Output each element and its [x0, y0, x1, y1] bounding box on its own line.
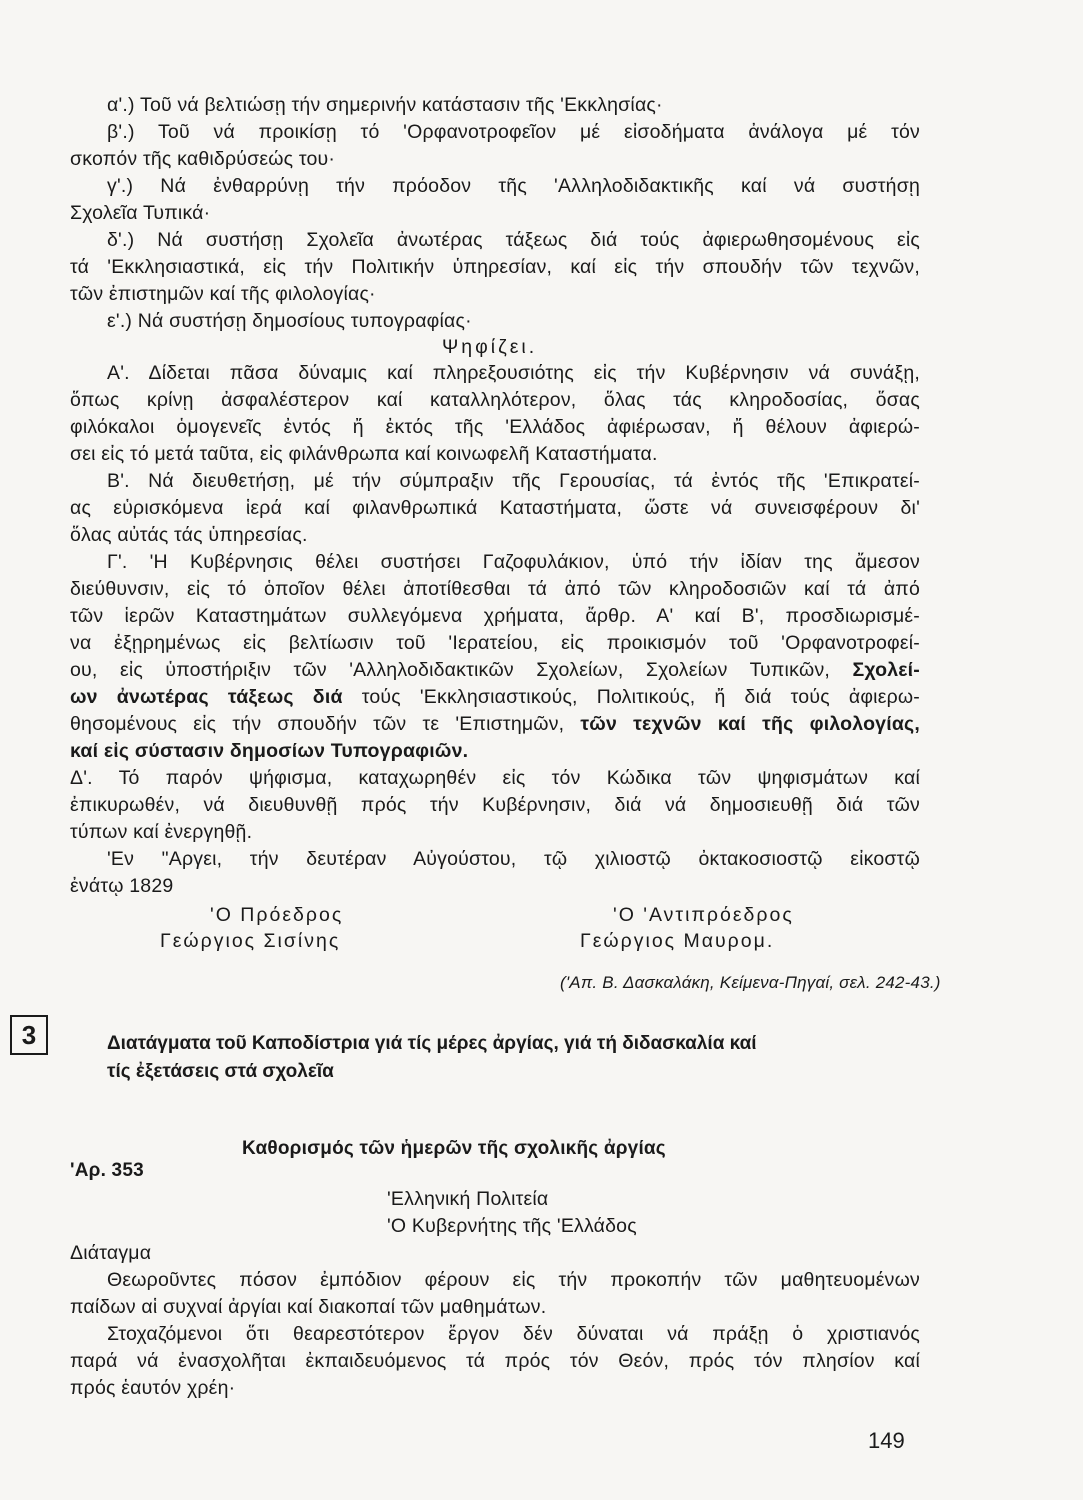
item-alpha: α'.) Τοῦ νά βελτιώσῃ τήν σημερινήν κατάστασιν τῆς 'Εκκλησίας·	[107, 94, 663, 116]
dateline-line-2: ἐνάτῳ 1829	[70, 875, 174, 897]
article-c-line-5	[70, 657, 920, 683]
item-epsilon: ε'.) Νά συστήσῃ δημοσίους τυπογραφίας·	[107, 310, 472, 332]
article-c-line-7	[70, 711, 920, 737]
item-delta-cont-1: τά 'Εκκλησιαστικά, εἰς τήν Πολιτικήν ὑπηρεσίαν, καί εἰς τήν σπουδήν τῶν τεχνῶν,	[70, 256, 920, 278]
article-c-line-7-text: θησομένους εἰς τήν σπουδήν τῶν τε 'Επιστημῶν,	[70, 713, 581, 735]
article-b-line-2: ας εὑρισκόμενα ἱερά καί φιλανθρωπικά Καταστήματα, ὥστε νά συνεισφέρουν δι'	[70, 497, 920, 519]
article-b-line-3: ὅλας αὐτάς τάς ὑπηρεσίας.	[70, 524, 308, 546]
closing-line-5: πρός ἑαυτόν χρέη·	[70, 1377, 236, 1399]
article-c-line-6	[70, 684, 920, 710]
page-number: 149	[868, 1428, 905, 1453]
article-b-line-1: Β'. Νά διευθετήσῃ, μέ τήν σύμπραξιν τῆς Γερουσίας, τά ἐντός τῆς 'Επικρατεί-	[107, 470, 920, 492]
article-c-line-7-bold: τῶν τεχνῶν καί τῆς φιλολογίας,	[580, 713, 920, 735]
item-beta: β'.) Τοῦ νά προικίσῃ τό 'Ορφανοτροφεῖον μέ εἰσοδήματα ἀνάλογα μέ τόν	[107, 121, 920, 143]
psifizei-heading: Ψηφίζει.	[442, 336, 538, 358]
article-c-line-3: τῶν ἱερῶν Καταστημάτων συλλεγόμενα χρήματα, ἄρθρ. Α' καί Β', προσδιωρισμέ-	[70, 605, 920, 627]
article-a-line-4: σει εἰς τό μετά ταῦτα, εἰς φιλάνθρωπα καί κοινωφελῆ Καταστήματα.	[70, 443, 658, 465]
article-c-line-1: Γ'. 'Η Κυβέρνησις θέλει συστήσει Γαζοφυλάκιον, ὑπό τήν ἰδίαν της ἄμεσον	[107, 551, 920, 573]
article-c-line-4: να ἐξῃρημένως εἰς βελτίωσιν τοῦ 'Ιερατείου, εἰς προικισμόν τοῦ 'Ορφανοτροφεί-	[70, 632, 920, 654]
article-c-line-8: καί εἰς σύστασιν δημοσίων Τυπογραφιῶν.	[70, 740, 469, 762]
article-a-line-3: φιλόκαλοι ὁμογενεῖς ἐντός ἤ ἐκτός τῆς 'Ελλάδος ἀφιέρωσαν, ἤ θέλουν ἀφιερώ-	[70, 416, 920, 438]
section-heading-line-2: τίς ἐξετάσεις στά σχολεῖα	[107, 1061, 334, 1082]
article-c-line-2: διεύθυνσιν, εἰς τό ὁποῖον θέλει ἀποτίθεσθαι τά ἀπό τῶν κληροδοσιῶν καί τά ἀπό	[70, 578, 920, 600]
decree-number: 'Αρ. 353	[70, 1160, 144, 1181]
citation: ('Απ. Β. Δασκαλάκη, Κείμενα-Πηγαί, σελ. 242-43.)	[560, 973, 941, 992]
article-d-line-3: τύπων καί ἐνεργηθῇ.	[70, 821, 253, 843]
subheading: Καθορισμός τῶν ἡμερῶν τῆς σχολικῆς ἀργίας	[242, 1138, 666, 1159]
article-d-line-2: ἐπικυρωθέν, νά διευθυνθῇ πρός τήν Κυβέρνησιν, διά νά δημοσιευθῇ διά τῶν	[70, 794, 920, 816]
item-beta-cont: σκοπόν τῆς καθιδρύσεώς του·	[70, 148, 336, 170]
item-delta: δ'.) Νά συστήσῃ Σχολεῖα ἀνωτέρας τάξεως διά τούς ἀφιερωθησομένους εἰς	[107, 229, 920, 251]
state-name: 'Ελληνική Πολιτεία	[387, 1188, 549, 1210]
section-number-box: 3	[10, 1015, 48, 1055]
article-c-line-6-bold: ων ἀνωτέρας τάξεως διά	[70, 686, 343, 708]
diatagma-label: Διάταγμα	[70, 1242, 152, 1264]
closing-line-2: παίδων αἱ συχναί ἀργίαι καί διακοπαί τῶν μαθημάτων.	[70, 1296, 547, 1318]
signature-right-title: 'Ο 'Αντιπρόεδρος	[613, 904, 794, 926]
closing-line-1: Θεωροῦντες πόσον ἐμπόδιον φέρουν εἰς τήν προκοπήν τῶν μαθητευομένων	[107, 1269, 920, 1291]
article-c-line-5-text: ου, εἰς ὑποστήριξιν τῶν 'Αλληλοδιδακτικῶν Σχολείων, Σχολείων Τυπικῶν,	[70, 659, 853, 681]
article-a-line-1: Α'. Δίδεται πᾶσα δύναμις καί πληρεξουσιότης εἰς τήν Κυβέρνησιν νά συνάξῃ,	[107, 362, 920, 384]
governor: 'Ο Κυβερνήτης τῆς 'Ελλάδος	[387, 1215, 637, 1237]
section-heading-line-1: Διατάγματα τοῦ Καποδίστρια γιά τίς μέρες ἀργίας, γιά τή διδασκαλία καί	[107, 1033, 757, 1054]
item-gamma-cont: Σχολεῖα Τυπικά·	[70, 202, 211, 224]
article-c-line-5-bold: Σχολεί-	[852, 659, 920, 681]
signature-right-name: Γεώργιος Μαυρομ.	[580, 930, 775, 952]
signature-left-name: Γεώργιος Σισίνης	[160, 930, 341, 952]
article-c-line-6-text: τούς 'Εκκλησιαστικούς, Πολιτικούς, ἤ διά τούς ἀφιερω-	[342, 686, 920, 708]
dateline-line-1: 'Εν "Αργει, τήν δευτέραν Αὐγούστου, τῷ χιλιοστῷ ὀκτακοσιοστῷ εἰκοστῷ	[107, 848, 920, 870]
article-d-line-1: Δ'. Τό παρόν ψήφισμα, καταχωρηθέν εἰς τόν Κώδικα τῶν ψηφισμάτων καί	[70, 767, 920, 789]
item-delta-cont-2: τῶν ἐπιστημῶν καί τῆς φιλολογίας·	[70, 283, 376, 305]
closing-line-3: Στοχαζόμενοι ὅτι θεαρεστότερον ἔργον δέν δύναται νά πράξῃ ὁ χριστιανός	[107, 1323, 920, 1345]
signature-left-title: 'Ο Πρόεδρος	[210, 904, 344, 926]
closing-line-4: παρά νά ἐνασχολῆται ἐκπαιδευόμενος τά πρός τόν Θεόν, πρός τόν πλησίον καί	[70, 1350, 920, 1372]
item-gamma: γ'.) Νά ἐνθαρρύνῃ τήν πρόοδον τῆς 'Αλληλοδιδακτικῆς καί νά συστήσῃ	[107, 175, 920, 197]
article-a-line-2: ὅπως κρίνῃ ἀσφαλέστερον καί καταλληλότερον, ὅλας τάς κληροδοσίας, ὅσας	[70, 389, 920, 411]
